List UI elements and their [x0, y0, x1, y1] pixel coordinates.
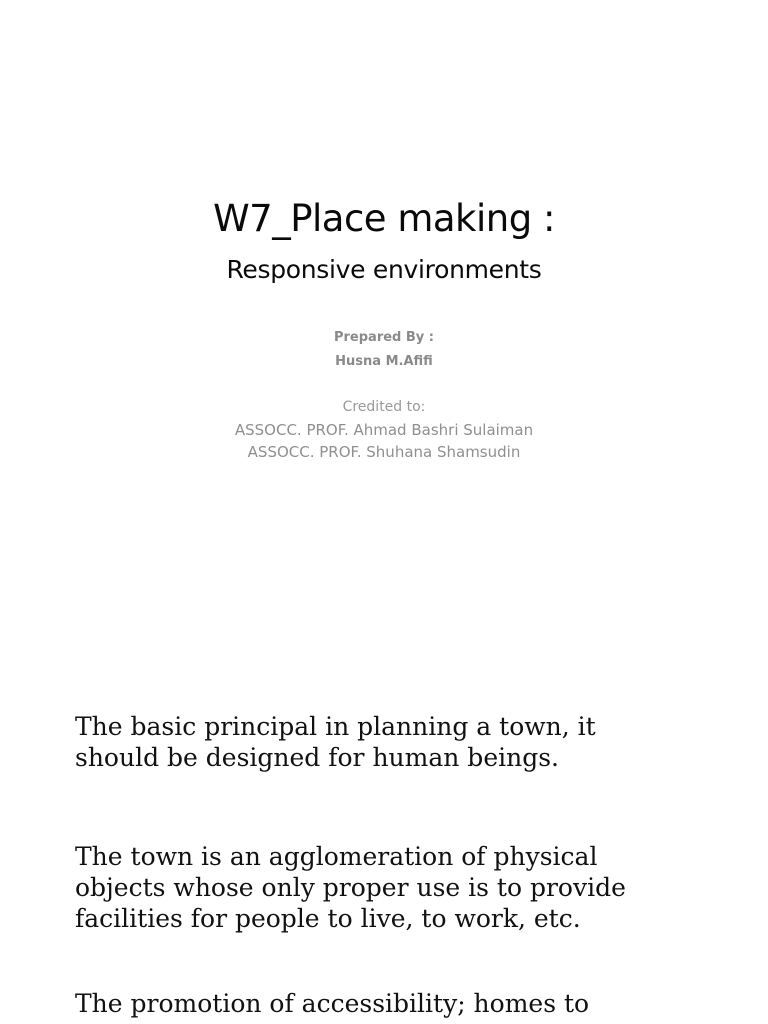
prepared-by-label: Prepared By : — [333, 330, 434, 345]
paragraph-line: The promotion of accessibility; homes to — [75, 989, 590, 1018]
body-paragraph — [75, 841, 755, 934]
slide-title: W7_Place making : — [213, 197, 555, 240]
credited-to-label: Credited to: — [342, 399, 426, 415]
body-paragraph — [75, 711, 755, 773]
paragraph-line: The basic principal in planning a town, it — [75, 712, 596, 741]
paragraph-line: objects whose only proper use is to provide — [75, 873, 626, 902]
slide-subtitle: Responsive environments — [226, 255, 542, 284]
paragraph-line: The town is an agglomeration of physical — [75, 842, 598, 871]
body-paragraph — [75, 988, 755, 1019]
paragraph-line: should be designed for human beings. — [75, 743, 559, 772]
credit-line: ASSOCC. PROF. Shuhana Shamsudin — [247, 443, 521, 461]
author-name: Husna M.Afifi — [335, 354, 433, 369]
paragraph-line: facilities for people to live, to work, etc. — [75, 904, 581, 933]
credit-line: ASSOCC. PROF. Ahmad Bashri Sulaiman — [234, 421, 534, 439]
